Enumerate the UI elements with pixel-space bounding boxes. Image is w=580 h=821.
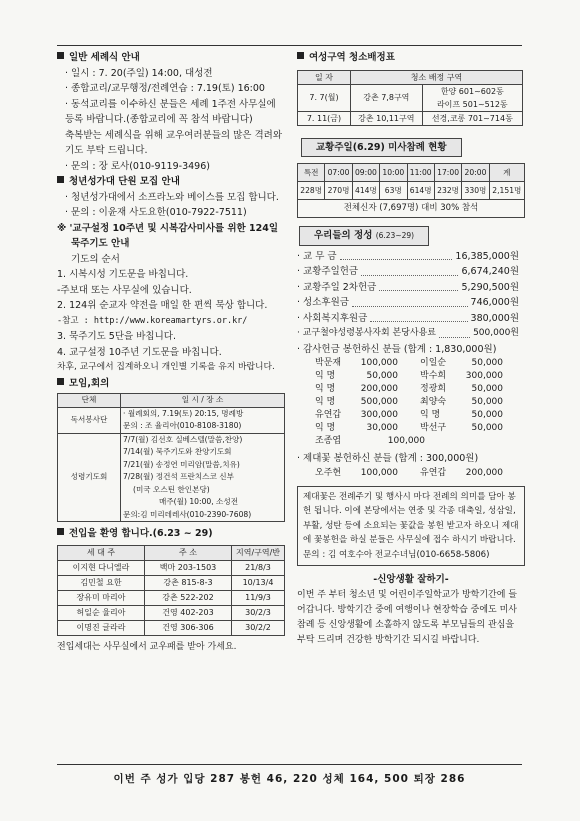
movein-note: 전입세대는 사무실에서 교우패를 받아 가세요. — [57, 641, 237, 652]
right-column — [297, 50, 525, 648]
table-row: 김민철 요한 강촌 815-8-3 10/13/4 — [58, 575, 285, 590]
baptism-line: · 동석교리를 이수하신 분들은 세례 1주전 사무실에 — [65, 98, 276, 110]
square-bullet-icon — [57, 378, 64, 385]
attendance-total: 전체신자 (7,697명) 대비 30% 참석 — [298, 200, 525, 218]
list-item: 유연갑 300,000 익 명 50,000 — [315, 410, 503, 420]
list-item: 오주현 100,000 유연갑 200,000 — [315, 467, 503, 478]
list-item: 조종엽 100,000 — [315, 436, 425, 446]
table-row: 허일순 율리아 건영 402-203 30/2/3 — [58, 605, 285, 620]
meeting-detail: · 월례회의, 7.19(토) 20:15, 명례방 문의 : 조 율리아(010-8108-3180) — [121, 407, 285, 433]
gratitude-title: · 감사헌금 봉헌하신 분들 (합계 : 1,830,000원) — [297, 343, 497, 355]
baptism-line: 기도 부탁 드립니다. — [65, 145, 148, 156]
top-rule — [57, 45, 522, 46]
square-bullet-icon — [57, 528, 64, 535]
table-row: 228명 270명 414명 63명 614명 232명 330명 2,151명 — [298, 182, 525, 200]
cleaning-header-area: 청소 배정 구역 — [351, 70, 523, 84]
rosary-url[interactable]: -참고 : http://www.koreamartyrs.or.kr/ — [57, 315, 248, 326]
list-item: 익 명 50,000 박수희 300,000 — [315, 371, 503, 381]
table-row: 7. 7(월) 강촌 7,8구역 한양 601~602동 라이프 501~512동 — [298, 84, 523, 111]
cleaning-section-title: 여성구역 청소배정표 — [297, 50, 525, 66]
square-bullet-icon — [297, 52, 304, 59]
offering-item: · 교황주일헌금 6,674,240원 — [297, 266, 519, 277]
rosary-step: 2. 124위 순교자 약전을 매일 한 편씩 묵상 합니다. — [57, 300, 268, 311]
rosary-step: 4. 교구설정 10주년 기도문을 바칩니다. — [57, 346, 222, 358]
faith-life-title: -신앙생활 잘하기- — [373, 574, 449, 585]
offering-banner: 우리들의 정성 (6.23~29) — [299, 226, 429, 246]
attendance-table: 특전 07:00 09:00 10:00 11:00 17:00 20:00 계 228명 270명 414명 63명 614명 232명 330명 2,151명 전체신자 (7,697명) 대비 30% 참석 — [297, 163, 525, 218]
meetings-header-org: 단체 — [58, 394, 121, 408]
list-item: 익 명 500,000 최양숙 50,000 — [315, 397, 503, 407]
choir-section-title: 청년성가대 단원 모집 안내 — [57, 174, 287, 190]
flower-note-contact: 문의 : 김 여호수아 전교수녀님(010-6658-5806) — [303, 549, 490, 560]
cleaning-header-date: 일 자 — [298, 70, 351, 84]
offering-item: · 교 무 금 16,385,000원 — [297, 250, 519, 262]
flower-note-text: 제대꽃은 전례주기 및 행사시 마다 전례의 의미를 담아 봉헌 됩니다. 이에 본당에서는 연중 및 각종 대축일, 성삼일, 부활, 성탄 등에 소요되는 꽃값을 봉헌 받고자 하오니 제대에 꽃봉헌을 하실 분들은 사무실에 접수 하시기 바랍니다. — [303, 491, 519, 545]
baptism-section-title: 일반 세례식 안내 — [57, 50, 287, 66]
choir-contact: · 문의 : 이윤재 사도요한(010-7922-7511) — [65, 207, 247, 218]
baptism-line: · 일시 : 7. 20(주일) 14:00, 대성전 — [65, 67, 213, 79]
rosary-note: 차후, 교구에서 집계하오니 개인별 기록을 유지 바랍니다. — [57, 362, 275, 372]
rosary-section-title-2: 묵주기도 안내 — [71, 238, 130, 249]
meetings-section-title: 모임,회의 — [57, 376, 287, 392]
choir-line: · 청년성가대에서 소프라노와 베이스를 모집 합니다. — [65, 191, 279, 203]
rosary-step: 1. 시복시성 기도문을 바칩니다. — [57, 269, 189, 280]
table-row: 이지현 다니엘라 백마 203-1503 21/8/3 — [58, 560, 285, 575]
meeting-org: 성령기도회 — [58, 433, 121, 522]
meetings-header-time: 일 시 / 장 소 — [121, 394, 285, 408]
rosary-step: 3. 묵주기도 5단을 바칩니다. — [57, 331, 176, 342]
table-row: 장유미 마리아 강촌 522-202 11/9/3 — [58, 590, 285, 605]
offering-item: · 교황주일 2차헌금 5,290,500원 — [297, 281, 519, 293]
faith-life-text: 이번 주 부터 청소년 및 어린이주일학교가 방학기간에 들어갑니다. 방학기간 중에 여행이나 현장학습 중에도 미사참례 등 신앙생활에 소홀하지 않도록 부모님들의 관심을 부탁 드리며 건강한 방학기간 되시길 바랍니다. — [297, 589, 517, 645]
movein-header-area: 지역/구역/반 — [232, 545, 285, 560]
meeting-org: 독서봉사단 — [58, 407, 121, 433]
baptism-line: · 종합교리/교무행정/전례연습 : 7.19(토) 16:00 — [65, 83, 265, 94]
baptism-line: 등록 바랍니다.(종합교리에 꼭 참석 바랍니다) — [65, 114, 253, 125]
list-item: 익 명 200,000 정광희 50,000 — [315, 384, 503, 394]
square-bullet-icon — [57, 176, 64, 183]
cleaning-table — [297, 70, 523, 126]
movein-section-title: 전입을 환영 합니다.(6.23 ~ 29) — [57, 526, 287, 542]
list-item: 익 명 30,000 박선구 50,000 — [315, 423, 503, 433]
square-bullet-icon — [57, 52, 64, 59]
table-row: 이명진 글라라 건영 306-306 30/2/2 — [58, 620, 285, 635]
hymn-footer: 이번 주 성가 입당 287 봉헌 46, 220 성체 164, 500 퇴장 286 — [113, 773, 466, 785]
flower-note-box — [297, 486, 525, 567]
baptism-contact: · 문의 : 장 로사(010-9119-3496) — [65, 160, 210, 172]
meetings-table — [57, 393, 285, 522]
rosary-subtitle: 기도의 순서 — [71, 253, 120, 265]
table-row — [58, 433, 285, 522]
movein-header-address: 주 소 — [145, 545, 232, 560]
movein-header-name: 세 대 주 — [58, 545, 145, 560]
table-row — [58, 407, 285, 433]
table-row — [298, 200, 525, 218]
movein-table — [57, 545, 285, 636]
bottom-rule — [57, 764, 522, 765]
offering-item: · 교구철야성령봉사자회 본당사용료 500,000원 — [297, 328, 519, 338]
table-row: 7. 11(금) 강촌 10,11구역 선경,코롱 701~714동 — [298, 111, 523, 125]
flower-title: · 제대꽃 봉헌하신 분들 (합계 : 300,000원) — [297, 453, 479, 464]
rosary-step-note: -주보대 또는 사무실에 있습니다. — [57, 284, 192, 296]
offering-item: · 성소후원금 746,000원 — [297, 297, 519, 308]
attendance-banner: 교황주일(6.29) 미사참례 현황 — [301, 138, 462, 158]
rosary-section-title: ※ '교구설정 10주년 및 시복감사미사를 위한 124일 — [57, 222, 279, 234]
list-item: 박문재 100,000 이일순 50,000 — [315, 358, 503, 368]
baptism-line: 축복받는 세례식을 위해 교우여러분들의 많은 격려와 — [65, 129, 282, 141]
meeting-detail: 7/7(월) 김선호 실베스텔(말씀,찬양) 7/14(월) 묵주기도와 찬양기도회 7/21(월) 송정연 미리암(말씀,치유) 7/28(월) 정건석 프란치스코 신부 (미국 오스틴 한인본당) 매주(월) 10:00, 소성전 문의:김 미리데레사(010-2390-7608) — [121, 433, 285, 522]
offering-item: · 사회복지후원금 380,000원 — [297, 312, 519, 324]
left-column — [57, 50, 287, 655]
